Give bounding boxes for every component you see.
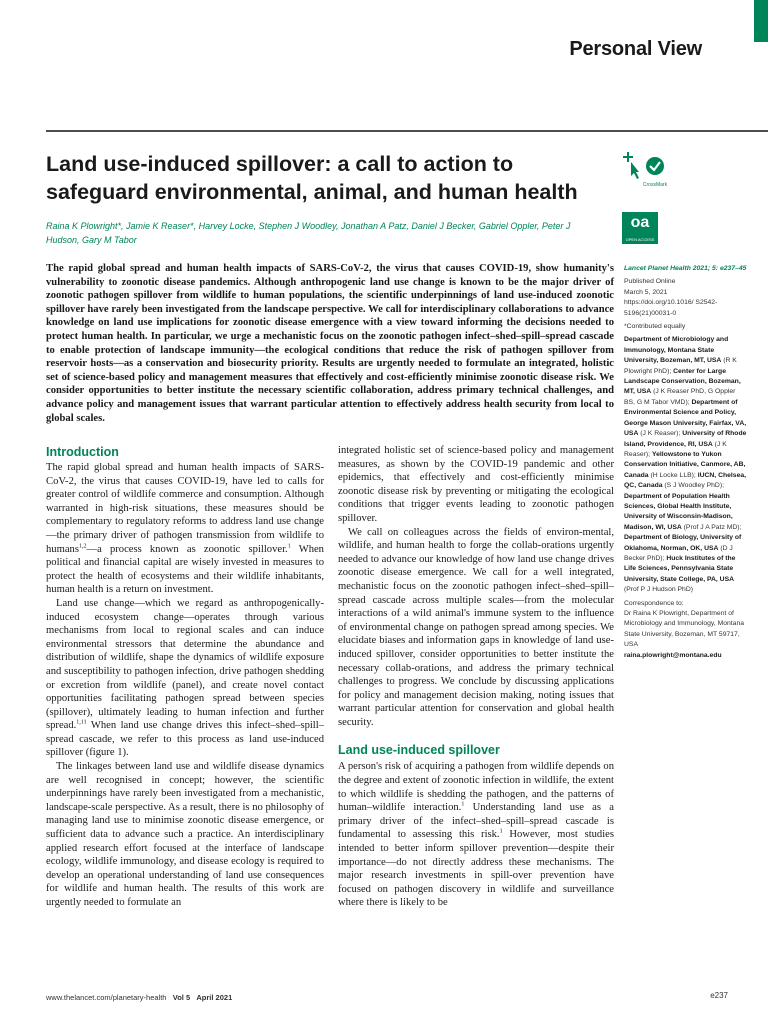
correspondence-email[interactable]: raina.plowright@montana.edu xyxy=(624,651,722,659)
volume: Vol 5 xyxy=(172,993,191,1002)
reference-marker[interactable]: 1 xyxy=(461,801,465,808)
paragraph: We call on colleagues across the fields of environ-mental, wildlife, and human health to forge the collab-orations urgently needed to advance our knowledge of how land use change drives zoonotic disease emergence. We call for a well integrated, mechanistic focus on the zoonotic pathogen infect–shed–spill–spread cascade across multiple scales—from the molecular interactions of a wild animal's immune system to the influence of environmental change on pathogen spread among species. We elucidate biases and information gaps in knowledge of land use-induced spillover, consider opportunities to better institute the necessary collab-orations, and address the primary technical challenges to progress. We conclude by discussing applications for policy and management decision making, noting issues that warrant particular attention for conservation and global health security. xyxy=(338,526,614,728)
reference-marker[interactable]: 1 xyxy=(287,543,291,550)
correspondence: Correspondence to: Dr Raina K Plowright, Department of Microbiology and Immunology, Montana State University, Bozeman, MT 59717, USA raina.plowright@montana.edu xyxy=(624,599,748,661)
reference-marker[interactable]: 1,11 xyxy=(76,719,87,726)
article-sidebar xyxy=(624,264,748,664)
journal-url[interactable]: www.thelancet.com/planetary-health xyxy=(46,993,167,1002)
paragraph: A person's risk of acquiring a pathogen from wildlife depends on the degree and extent of zoonotic infection in wildlife, the extent to which wildlife is shedding the pathogen, and the patterns of human–wildlife interaction.$^1$ Understanding land use as a primary driver of the infect–shed–spill–spread cascade is fundamental to assessing this risk.$^1$ However, most studies intended to better inform spillover prevention—despite their importance—do not directly address these mechanisms. The major research investments in spill-over prevention have focused on pathogen discovery in wildlife and surveillance where there is likely to be xyxy=(338,761,614,909)
publication-date: March 5, 2021 xyxy=(624,288,668,296)
crossmark-icon xyxy=(622,150,672,190)
page-number: e237 xyxy=(710,991,728,1000)
body-column-middle xyxy=(338,444,614,910)
paragraph: The rapid global spread and human health impacts of SARS-CoV-2, the virus that causes COVID-19, have led to calls for greater control of wildlife commerce and consumption. Although warranted in high-risk situations, these measures should be complementary to regulatory reforms to address land use change—the primary driver of pathogen transmission from wildlife to humans$^{1,2}$—a process known as zoonotic spillover.$^1$ When political and financial capital are wisely invested in measures to protect the health of ecosystems and their wildlife inhabitants, human health is a return on investment. xyxy=(46,462,324,596)
issue-date: April 2021 xyxy=(196,993,233,1002)
open-access-badge xyxy=(622,212,658,244)
contribution-note: *Contributed equally xyxy=(624,323,686,331)
reference-marker[interactable]: 1 xyxy=(499,828,503,835)
paragraph: Land use change—which we regard as anthropogenically-induced ecosystem change—operates through various mechanisms from local to regional scales and can induce environmental stressors that determine the abundance and distribution of wildlife, shape the dynamics of wildlife exposure and susceptibility to pathogen infection, drive pathogen shedding or excretion from wildlife (panel), and create novel contact opportunities facilitating pathogen spread between species (spillover), ultimately leading to human infection and further spread.$^{1,11}$ When land use change drives this infect–shed–spill–spread cascade, we refer to this process as land use-induced spillover (figure 1). xyxy=(46,597,324,759)
body-column-left xyxy=(46,444,324,910)
article-title: Land use-induced spillover: a call to action to safeguard environmental, animal, and human health xyxy=(46,152,578,204)
reference-marker[interactable]: 1,2 xyxy=(78,543,87,550)
crossmark-badge[interactable] xyxy=(622,150,672,190)
journal-citation: Lancet Planet Health 2021; 5: e237–45 xyxy=(624,265,747,272)
header-rule xyxy=(46,130,768,132)
oa-sublabel: OPEN ACCESS xyxy=(625,237,655,242)
page-footer xyxy=(46,993,232,1002)
section-heading-introduction: Introduction xyxy=(46,445,119,459)
doi-link[interactable]: https://doi.org/10.1016/ S2542-5196(21)00031-0 xyxy=(624,299,718,317)
oa-label: oa xyxy=(630,214,650,231)
abstract: The rapid global spread and human health impacts of SARS-CoV-2, the virus that causes COVID-19, show humanity's vulnerability to zoonotic disease pandemics. Although anthropogenic land use change is known to be the major driver of zoonotic pathogen spillover from wildlife to human populations, the scientific underpinnings of land use-induced zoonotic spillover have rarely been investigated from the landscape perspective. We call for interdisciplinary collaborations to advance knowledge on land use implications for zoonotic disease emergence with a view toward informing the decisions needed to protect human health. In particular, we urge a mechanistic focus on the zoonotic pathogen infect–shed–spill–spread cascade to enable protection of landscape immunity—the ecological conditions that reduce the risk of pathogen spillover from reservoir hosts—as a conservation and biosecurity priority. Results are urgently needed to formulate an integrated, holistic set of science-based policy and management measures that effectively and cost-efficiently minimise zoonotic disease risk. We consider opportunities to better institute the necessary scientific collaboration, address primary technical challenges, and advance policy and management issues that warrant particular attention to effectively address health security from local to global scales. xyxy=(46,263,614,424)
author-list: Raina K Plowright*, Jamie K Reaser*, Harvey Locke, Stephen J Woodley, Jonathan A Patz, Daniel J Becker, Gabriel Oppler, Peter J Hudson, Gary M Tabor xyxy=(46,221,571,245)
publication-info: Published Online March 5, 2021 https://doi.org/10.1016/ S2542-5196(21)00031-0 xyxy=(624,277,748,319)
crossmark-label: CrossMark xyxy=(642,182,668,188)
affiliations: Department of Microbiology and Immunology, Montana State University, Bozeman, MT, USA (R K Plowright PhD); Center for Large Landscape Conservation, Bozeman, MT, USA (J K Reaser PhD, G Oppler BS, G M Tabor VMD); Department of Environmental Science and Policy, George Mason University, Fairfax, VA, USA (J K Reaser); University of Rhode Island, Providence, RI, USA (J K Reaser); Yellowstone to Yukon Conservation Initiative, Canmore, AB, Canada (H Locke LLB); IUCN, Chelsea, QC, Canada (S J Woodley PhD); Department of Population Health Sciences, Global Health Institute, University of Wisconsin-Madison, Madison, WI, USA (Prof J A Patz MD); Department of Biology, University of Oklahoma, Norman, OK, USA (D J Becker PhD); Huck Institutes of the Life Sciences, Pennsylvania State University, State College, PA, USA (Prof P J Hudson PhD) xyxy=(624,336,747,594)
paragraph: integrated holistic set of science-based policy and management measures, as shown by the COVID-19 pandemic and other epidemics, that effectively and cost-efficiently minimise zoonotic disease risk by preventing or mitigating the ecological conditions that trigger events leading to zoonotic pathogen spillover. xyxy=(338,445,614,524)
paragraph: The linkages between land use and wildlife disease dynamics are well recognised in concept; however, the scientific underpinnings have rarely been investigated from a mechanistic, landscape-scale perspective. As a result, there is no philosophy of managing land use to minimise zoonotic disease emergence, or sufficient data to advance such a practice. An interdisciplinary applied research effort focused at the interface of landscape ecology, wildlife immunology, and disease ecology is required to develop an operational understanding of land use consequences for wildlife and human health. The results of this work are urgently needed to formulate an xyxy=(46,761,325,908)
section-heading-land-use-spillover: Land use-induced spillover xyxy=(338,743,500,758)
color-tab xyxy=(754,0,768,42)
section-label: Personal View xyxy=(569,38,702,60)
